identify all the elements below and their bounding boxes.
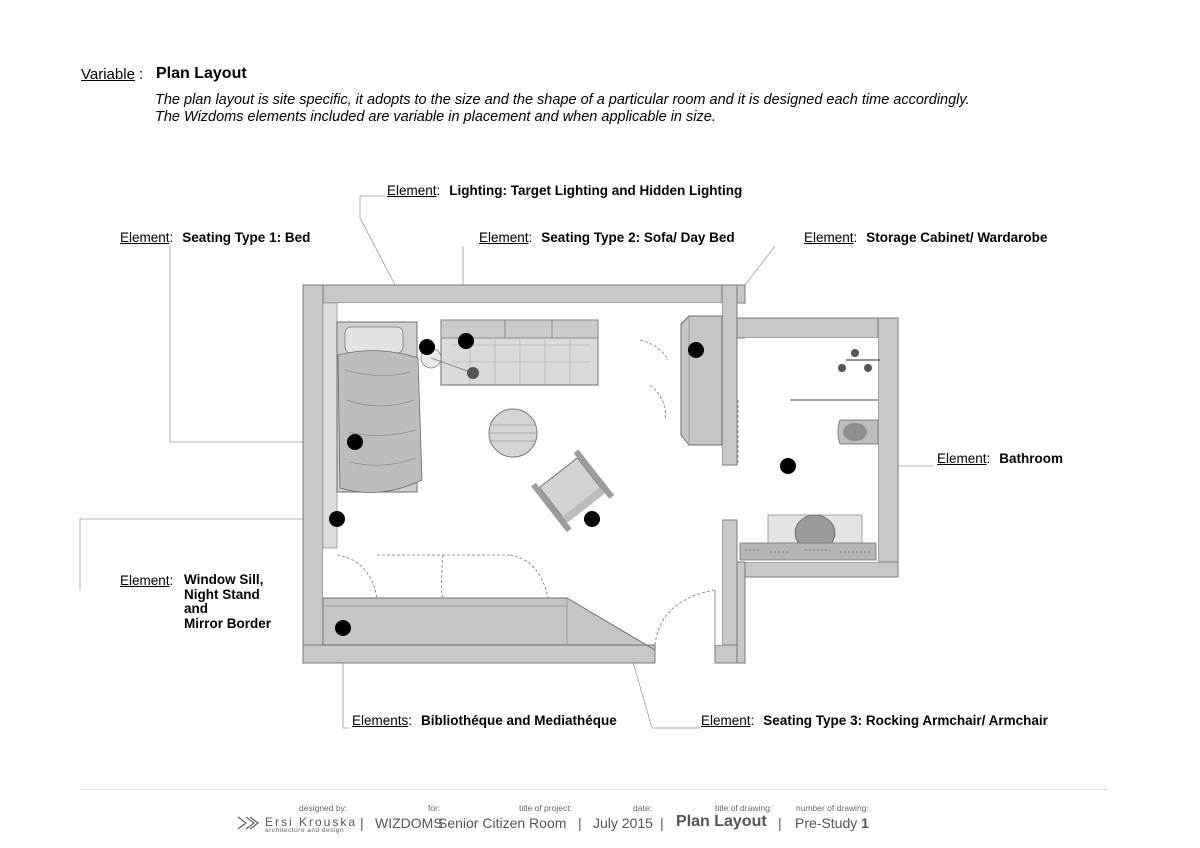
marker-bathroom — [780, 458, 796, 474]
wall-top-main — [303, 285, 745, 303]
footer-divider — [80, 789, 1108, 790]
wall-left — [303, 285, 323, 663]
wardrobe — [681, 316, 722, 445]
label-sofa: Element: Seating Type 2: Sofa/ Day Bed — [479, 230, 735, 245]
variable-colon: : — [139, 66, 144, 83]
wall-top-bath — [737, 318, 898, 338]
wall-stub-bath — [737, 562, 745, 663]
caption-number: number of drawing: — [796, 803, 869, 813]
caption-date: date: — [633, 803, 652, 813]
marker-window — [329, 511, 345, 527]
label-armchair: Element: Seating Type 3: Rocking Armchair/ Armchair — [701, 713, 1048, 728]
wall-right-bath — [878, 318, 898, 569]
label-bed: Element: Seating Type 1: Bed — [120, 230, 311, 245]
caption-drawing: title of drawing: — [715, 803, 773, 813]
designer-logo-icon — [236, 813, 260, 833]
label-storage: Element: Storage Cabinet/ Wardarobe — [804, 230, 1048, 245]
description-line-1: The plan layout is site specific, it adopts to the size and the shape of a particular room and it is designed each time accordingly. — [155, 92, 970, 108]
footer-for: WIZDOMS — [375, 815, 443, 831]
footer-sep-4: | — [778, 815, 782, 831]
footer-sep-1: | — [360, 815, 364, 831]
wall-divider-lower — [722, 520, 737, 663]
designer-subtitle: architecture and design — [265, 827, 345, 834]
footer-sep-2: | — [578, 815, 582, 831]
bed — [337, 322, 422, 493]
wall-bottom-bath — [737, 562, 898, 577]
wall-bottom-main — [303, 645, 655, 663]
sofa — [441, 320, 598, 385]
label-bathroom: Element: Bathroom — [937, 451, 1064, 466]
footer-date: July 2015 — [593, 815, 653, 831]
window-sill — [323, 303, 337, 548]
label-lighting: Element: Lighting: Target Lighting and Hidden Lighting — [387, 183, 743, 198]
designer-name: Ersi Krouska — [265, 815, 358, 829]
marker-sofa — [458, 333, 474, 349]
footer-number: Pre-Study 1 — [795, 815, 869, 831]
variable-key: Variable — [81, 66, 135, 83]
description-line-2: The Wizdoms elements included are variable in placement and when applicable in size. — [155, 109, 716, 125]
label-window-key: Element: — [120, 573, 174, 588]
footer-drawing: Plan Layout — [676, 813, 767, 830]
marker-lighting — [419, 339, 435, 355]
footer-sep-3: | — [660, 815, 664, 831]
marker-library — [335, 620, 351, 636]
caption-designed-by: designed by: — [299, 803, 348, 813]
caption-project: title of project: — [519, 803, 572, 813]
label-window-value: Window Sill, Night Stand and Mirror Border — [184, 572, 272, 631]
footer-project: Senior Citizen Room — [438, 815, 567, 831]
label-library: Elements: Bibliothéque and Mediathéque — [352, 713, 617, 728]
caption-for: for: — [428, 803, 441, 813]
marker-bed — [347, 434, 363, 450]
lamp-head — [467, 367, 479, 379]
marker-armchair — [584, 511, 600, 527]
variable-value: Plan Layout — [156, 65, 247, 82]
wall-divider-upper — [722, 285, 737, 465]
marker-storage — [688, 342, 704, 358]
